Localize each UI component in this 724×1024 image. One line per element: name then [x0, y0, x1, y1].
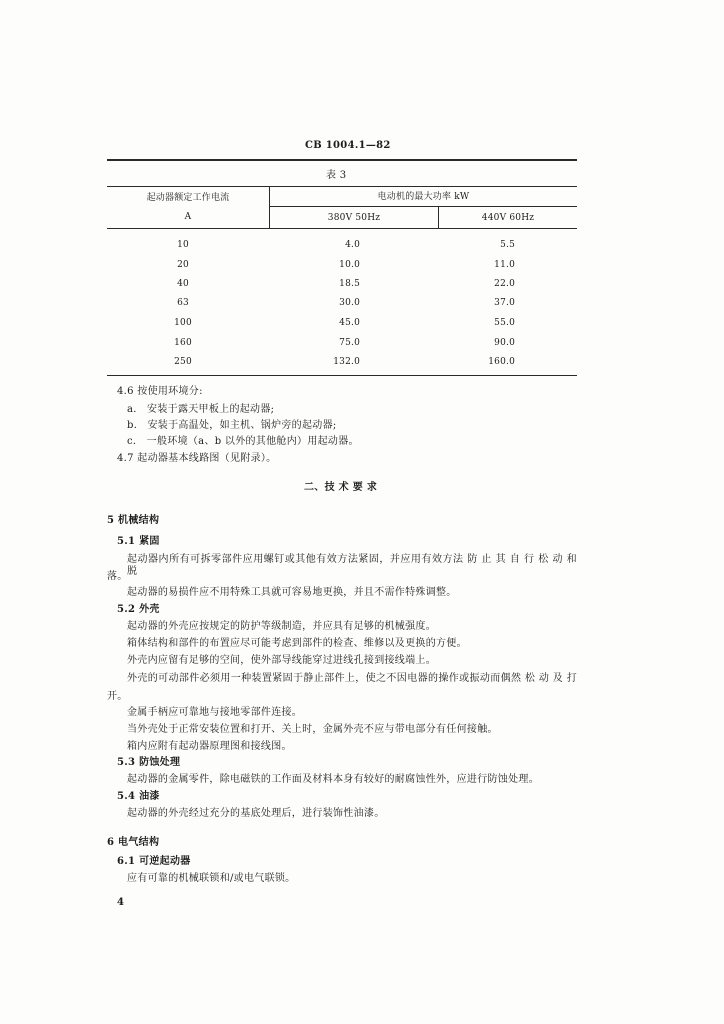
- clause-6-1-title: 6.1 可逆起动器: [117, 856, 191, 867]
- clause-5-2-para-6: 当外壳处于正常安装位置和打开、关上时，金属外壳不应与带电部分有任何接触。: [127, 724, 498, 735]
- clause-5-2-para-5: 金属手柄应可靠地与接地零部件连接。: [127, 707, 303, 718]
- clause-4-6-b: b． 安装于高温处，如主机、锅炉旁的起动器;: [127, 420, 337, 431]
- col-header-380v: 380V 50Hz: [327, 213, 381, 223]
- cell-power-440v: 5.5: [500, 240, 515, 250]
- clause-4-6-a: a． 安装于露天甲板上的起动器;: [127, 404, 275, 415]
- cell-power-440v: 11.0: [494, 260, 515, 270]
- col-header-power: 电动机的最大功率 kW: [377, 192, 470, 202]
- cell-power-440v: 90.0: [494, 338, 515, 348]
- cell-power-380v: 75.0: [339, 338, 360, 348]
- part-title: 二、技 术 要 求: [304, 482, 378, 493]
- cell-power-440v: 22.0: [494, 279, 515, 289]
- cell-current: 20: [177, 260, 189, 270]
- cell-power-380v: 45.0: [339, 318, 360, 328]
- clause-5-1-title: 5.1 紧固: [117, 536, 160, 547]
- clause-5-3-title: 5.3 防蚀处理: [117, 757, 181, 768]
- cell-power-380v: 10.0: [339, 260, 360, 270]
- cell-current: 250: [174, 357, 192, 367]
- clause-4-6-c: c． 一般环境（a、b 以外的其他舱内）用起动器。: [127, 436, 359, 447]
- table-subheader-rule: [269, 206, 577, 207]
- cell-power-380v: 18.5: [339, 279, 360, 289]
- cell-power-380v: 4.0: [345, 240, 360, 250]
- cell-power-440v: 37.0: [494, 298, 515, 308]
- standard-code: CB 1004.1—82: [305, 140, 391, 151]
- clause-5-2-para-4: 外壳的可动部件必须用一种装置紧固于静止部件上，使之不因电器的操作或振动而偶然 松 动 及 打: [127, 673, 577, 684]
- clause-4-6: 4.6 按使用环境分:: [117, 386, 203, 397]
- clause-5-1-para-1-cont: 落。: [107, 571, 128, 582]
- col-header-current: 起动器额定工作电流: [146, 193, 230, 203]
- clause-6-1-para-1: 应有可靠的机械联锁和/或电气联锁。: [127, 873, 296, 884]
- clause-5-4-para-1: 起动器的外壳经过充分的基底处理后，进行装饰性油漆。: [127, 808, 385, 819]
- cell-power-380v: 30.0: [339, 298, 360, 308]
- header-rule: [107, 159, 577, 161]
- col-header-440v: 440V 60Hz: [481, 213, 535, 223]
- table-header-rule: [107, 228, 577, 229]
- cell-current: 63: [177, 298, 189, 308]
- clause-6-title: 6 电气结构: [107, 837, 160, 848]
- clause-5-title: 5 机械结构: [107, 515, 160, 526]
- table-top-rule: [107, 186, 577, 187]
- table-caption: 表 3: [326, 170, 347, 181]
- clause-5-2-para-7: 箱内应附有起动器原理图和接线图。: [127, 741, 292, 752]
- clause-5-3-para-1: 起动器的金属零件，除电磁铁的工作面及材料本身有较好的耐腐蚀性外，应进行防蚀处理。: [127, 774, 539, 785]
- clause-4-7: 4.7 起动器基本线路图（见附录）。: [117, 453, 277, 464]
- page-number: 4: [117, 897, 125, 908]
- cell-current: 40: [177, 279, 189, 289]
- cell-power-440v: 55.0: [494, 318, 515, 328]
- clause-5-1-para-2: 起动器的易损件应不用特殊工具就可容易地更换，并且不需作特殊调整。: [127, 587, 457, 598]
- clause-5-2-para-4-cont: 开。: [107, 691, 128, 702]
- clause-5-2-para-3: 外壳内应留有足够的空间，使外部导线能穿过进线孔接到接线端上。: [127, 655, 436, 666]
- clause-5-2-para-1: 起动器的外壳应按规定的防护等级制造，并应具有足够的机械强度。: [127, 621, 436, 632]
- cell-current: 10: [177, 240, 189, 250]
- cell-power-440v: 160.0: [488, 357, 515, 367]
- clause-5-2-title: 5.2 外壳: [117, 604, 160, 615]
- cell-current: 100: [174, 318, 192, 328]
- clause-5-1-para-1: 起动器内所有可拆零部件应用螺钉或其他有效方法紧固，并应用有效方法 防 止 其 自 行 松 动 和 脱: [127, 554, 577, 577]
- cell-power-380v: 132.0: [333, 357, 360, 367]
- table-bottom-rule: [107, 375, 577, 376]
- clause-5-4-title: 5.4 油漆: [117, 791, 160, 802]
- cell-current: 160: [174, 338, 192, 348]
- col-header-current-unit: A: [184, 212, 192, 222]
- clause-5-2-para-2: 箱体结构和部件的布置应尽可能考虑到部件的检查、维修以及更换的方便。: [127, 638, 467, 649]
